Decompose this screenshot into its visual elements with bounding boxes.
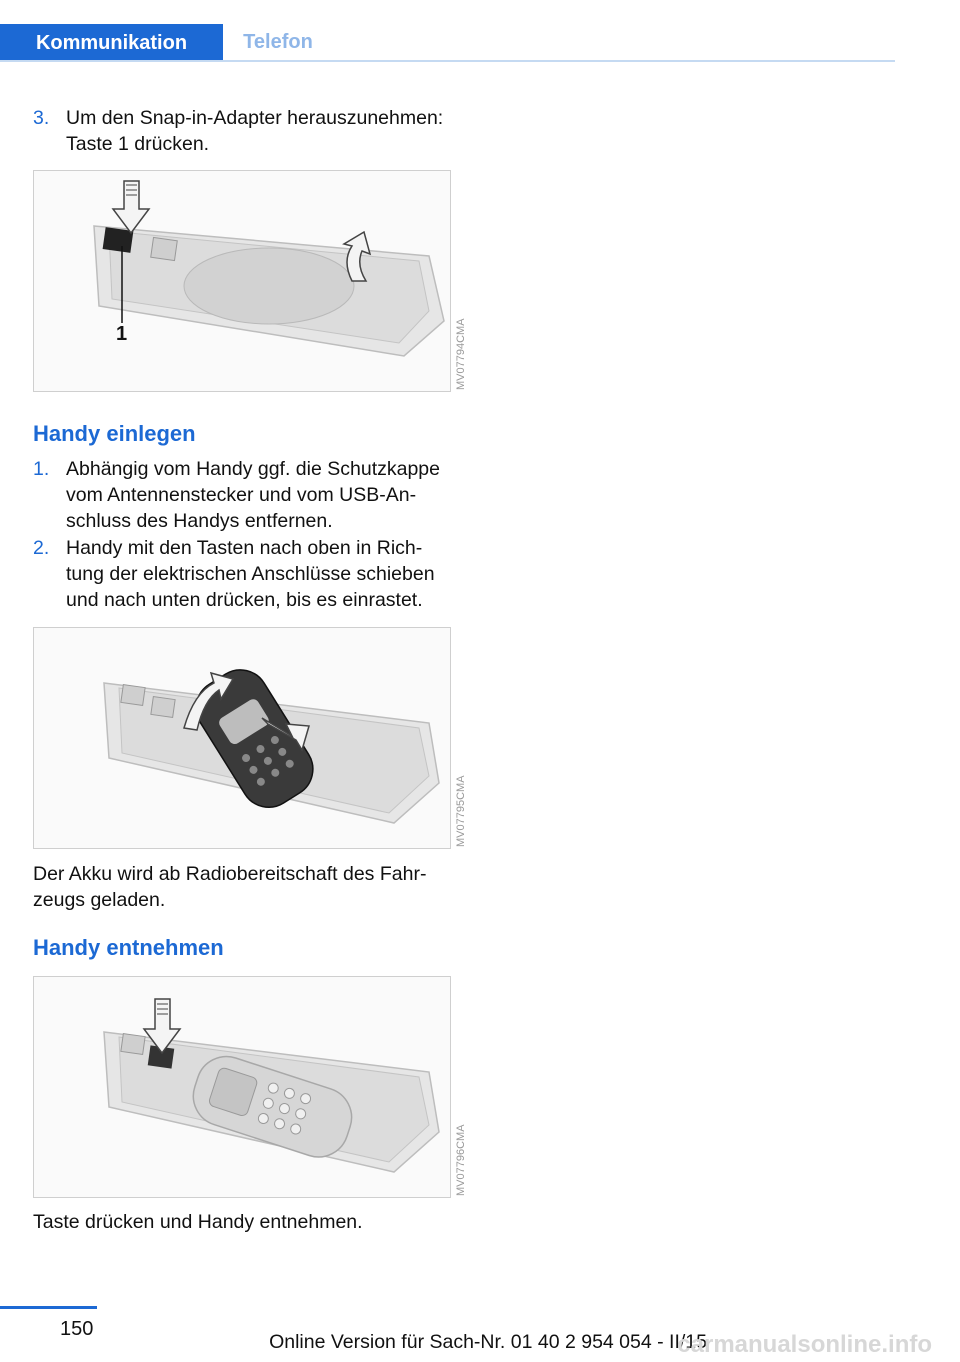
step-number: 3. <box>33 107 50 129</box>
adapter-illustration <box>34 171 450 391</box>
watermark: carmanualsonline.info <box>677 1331 932 1358</box>
step-text: Handy mit den Tasten nach oben in Richtung der elektrischen Anschlüsse schieben und nach unten drücken, bis es einrastet. <box>66 537 435 611</box>
header-tabbar <box>0 24 895 62</box>
heading-handy-entnehmen: Handy entnehmen <box>33 935 224 960</box>
insert-phone-illustration <box>34 628 450 848</box>
step-text: Abhängig vom Handy ggf. die Schutzkappe vom Antennenstecker und vom USB-Anschluss des Handys entfernen. <box>66 458 440 532</box>
footer-version: Online Version für Sach-Nr. 01 40 2 954 054 - II/15 <box>269 1331 707 1353</box>
heading-handy-einlegen: Handy einlegen <box>33 421 196 446</box>
step-2 <box>33 535 453 613</box>
callout-1: 1 <box>116 323 128 345</box>
step-3 <box>33 105 453 157</box>
charging-note: Der Akku wird ab Radiobereitschaft des Fahrzeugs geladen. <box>33 863 427 911</box>
tabbar-underline <box>0 60 895 62</box>
step-number: 1. <box>33 458 50 480</box>
footer-line <box>0 1306 97 1309</box>
figure-code: MV07794CMA <box>455 318 467 390</box>
figure-code: MV07796CMA <box>455 1124 467 1196</box>
step-1 <box>33 456 453 534</box>
figure-remove-phone <box>33 976 451 1198</box>
final-instruction: Taste drücken und Handy entnehmen. <box>33 1211 363 1233</box>
figure-remove-adapter <box>33 170 451 392</box>
figure-code: MV07795CMA <box>455 775 467 847</box>
tab-telefon[interactable]: Telefon <box>243 30 313 53</box>
step-number: 2. <box>33 537 50 559</box>
page-number: 150 <box>60 1318 94 1340</box>
step-text: Um den Snap-in-Adapter herauszunehmen: Taste 1 drücken. <box>66 107 444 155</box>
remove-phone-illustration <box>34 977 450 1197</box>
tab-kommunikation[interactable]: Kommunikation <box>0 24 223 62</box>
figure-insert-phone <box>33 627 451 849</box>
